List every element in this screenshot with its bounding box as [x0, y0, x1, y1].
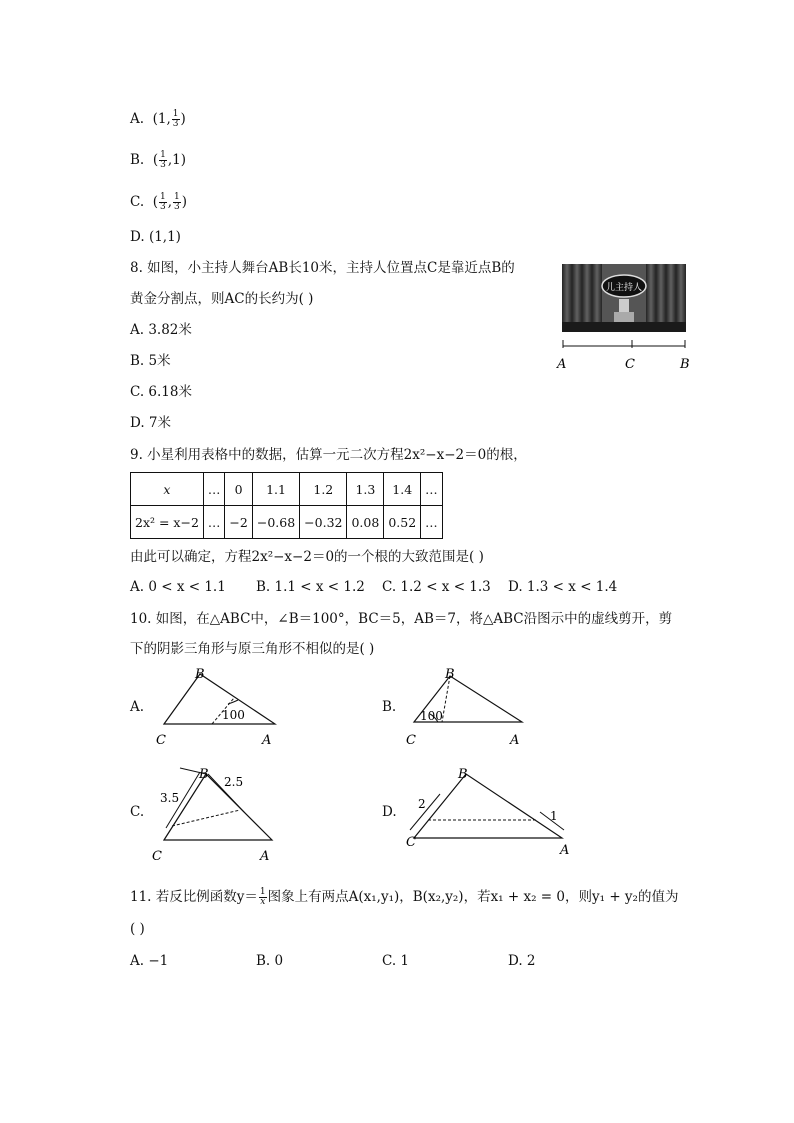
figure-b: [402, 664, 542, 750]
point-label-a: A: [557, 357, 567, 372]
q9-option-a: A. 0 < x < 1.1: [130, 579, 226, 595]
svg-text:C: C: [406, 835, 416, 850]
q8-option-c: C. 6.18米: [130, 384, 192, 400]
svg-text:A: A: [560, 843, 570, 858]
q10-label-c: C.: [130, 804, 145, 820]
segment-ab-figure: [555, 336, 695, 376]
svg-text:B: B: [458, 767, 468, 782]
q10-label-d: D.: [382, 804, 397, 820]
q10-stem-line1: 10. 如图，在△ABC中，∠B＝100°，BC＝5，AB＝7，将△ABC沿图示中的虚线剪开，剪: [130, 611, 673, 627]
svg-text:C: C: [152, 849, 162, 864]
q9-option-c: C. 1.2 < x < 1.3: [382, 579, 491, 595]
svg-text:C: C: [156, 733, 166, 748]
svg-text:A: A: [260, 849, 270, 864]
q11-stem-line1: 11. 若反比例函数y＝ $\frac{1}{x}$ 图象上有两点A(x₁,y₁)，B(x₂,y₂)，若x₁ + x₂ = 0，则y₁ + y₂的值为: [130, 887, 679, 907]
figure-d: [400, 764, 580, 860]
svg-text:B: B: [195, 667, 205, 682]
point-label-c: C: [625, 357, 635, 372]
q9-option-b: B. 1.1 < x < 1.2: [256, 579, 365, 595]
point-label-b: B: [680, 357, 690, 372]
value-table: [130, 472, 443, 539]
svg-text:100: 100: [420, 709, 443, 723]
q8-stem-line2: 黄金分割点，则AC的长约为( ): [130, 291, 314, 307]
fraction: $\frac{1}{3}$: [172, 109, 179, 129]
svg-text:A: A: [262, 733, 272, 748]
q8-option-a: A. 3.82米: [130, 322, 192, 338]
q8-option-d: D. 7米: [130, 415, 172, 431]
svg-text:1: 1: [550, 809, 558, 823]
table-row: 2x² = x−2 … −2 −0.68 −0.32 0.08 0.52 …: [131, 506, 443, 539]
q7-option-d: D. (1,1): [130, 229, 181, 245]
q11-option-b: B. 0: [256, 953, 284, 969]
q8-option-b: B. 5米: [130, 353, 171, 369]
figure-c: [150, 760, 290, 866]
svg-text:3.5: 3.5: [160, 791, 180, 805]
q9-option-d: D. 1.3 < x < 1.4: [508, 579, 618, 595]
fraction: $\frac{1}{3}$: [160, 150, 166, 170]
stage-sign-text: 儿主持人: [605, 283, 643, 293]
fraction: $\frac{1}{3}$: [174, 192, 180, 212]
q11-option-a: A. −1: [130, 953, 169, 969]
q7-option-c: C. ( $\frac{1}{3}$ , $\frac{1}{3}$ ): [130, 192, 188, 212]
figure-a: [150, 664, 290, 750]
svg-text:2.5: 2.5: [224, 775, 244, 789]
svg-text:B: B: [199, 767, 209, 782]
fraction: $\frac{1}{x}$: [259, 887, 266, 907]
svg-text:B: B: [445, 667, 455, 682]
q11-stem-line2: ( ): [130, 921, 145, 937]
q11-option-d: D. 2: [508, 953, 536, 969]
q7-option-b: B. ( $\frac{1}{3}$ ,1): [130, 150, 186, 170]
q10-label-b: B.: [382, 699, 397, 715]
q10-stem-line2: 下的阴影三角形与原三角形不相似的是( ): [130, 641, 375, 657]
q10-label-a: A.: [130, 699, 145, 715]
q8-stem-line1: 8. 如图，小主持人舞台AB长10米，主持人位置点C是靠近点B的: [130, 260, 515, 276]
svg-text:2: 2: [418, 797, 426, 811]
q9-stem-line1: 9. 小星利用表格中的数据，估算一元二次方程2x²−x−2＝0的根，: [130, 447, 527, 463]
table-row: x … 0 1.1 1.2 1.3 1.4 …: [131, 473, 443, 506]
q9-stem-line2: 由此可以确定，方程2x²−x−2＝0的一个根的大致范围是( ): [130, 549, 484, 565]
fraction: $\frac{1}{3}$: [160, 192, 166, 212]
stage-photo: [562, 264, 686, 332]
q11-option-c: C. 1: [382, 953, 410, 969]
svg-text:100: 100: [222, 708, 245, 722]
svg-text:C: C: [406, 733, 416, 748]
q7-option-a: A. (1, $\frac{1}{3}$ ): [130, 109, 186, 129]
svg-text:A: A: [510, 733, 520, 748]
